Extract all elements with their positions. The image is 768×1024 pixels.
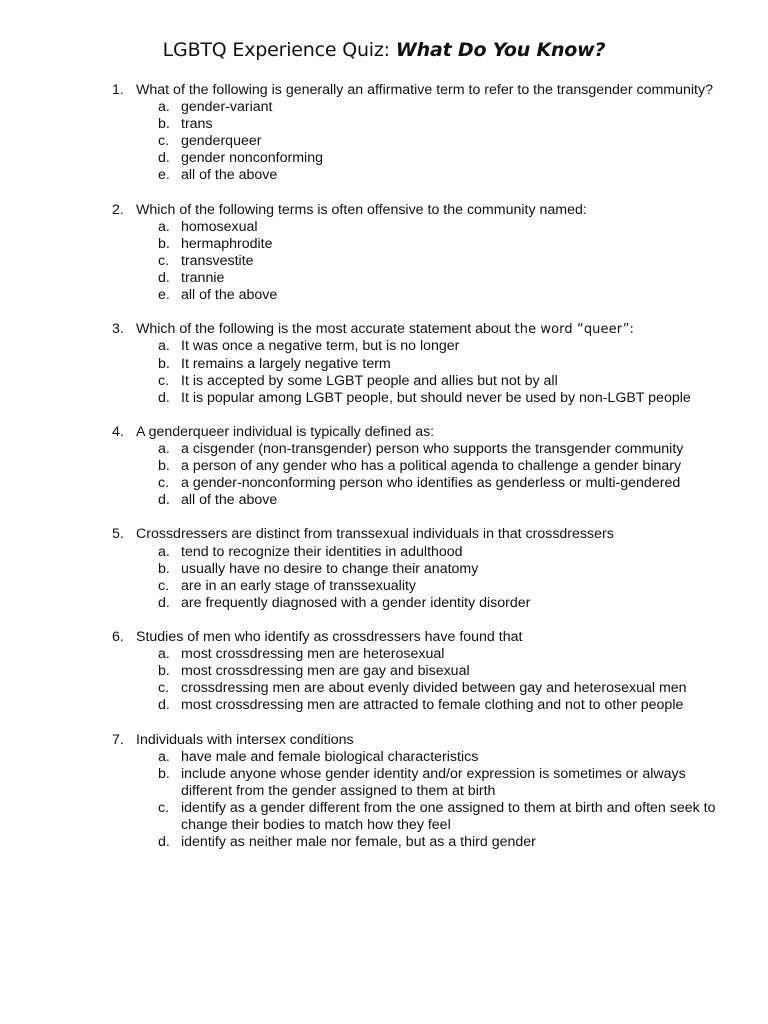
answer-options <box>136 219 722 304</box>
option-letter: a. <box>158 748 170 765</box>
option-text: crossdressing men are about evenly divided between gay and heterosexual men <box>181 680 687 697</box>
option-text: transvestite <box>181 252 254 269</box>
option-text: homosexual <box>181 218 258 235</box>
option-letter: a. <box>158 218 170 235</box>
question-text-tail: the word “queer”: <box>514 322 635 338</box>
title-subtitle: What Do You Know? <box>395 39 606 61</box>
answer-option <box>136 646 722 663</box>
answer-option <box>136 475 722 492</box>
option-text: all of the above <box>181 167 278 184</box>
answer-option <box>136 492 722 509</box>
answer-options <box>136 338 722 406</box>
answer-option <box>136 749 722 766</box>
option-letter: d. <box>158 150 170 167</box>
option-text: gender-variant <box>181 99 273 116</box>
option-text: identify as a gender different from the one assigned to them at birth and often seek to change their bodies to match how they feel <box>181 799 716 834</box>
document-title <box>0 38 768 62</box>
answer-option <box>136 167 722 184</box>
answer-option <box>136 236 722 253</box>
option-text: It remains a largely negative term <box>181 355 391 372</box>
answer-option <box>136 116 722 133</box>
option-letter: b. <box>158 765 170 782</box>
question-text-main: Crossdressers are distinct from transsexual individuals in that crossdressers <box>136 526 614 543</box>
answer-option <box>136 800 722 834</box>
answer-option <box>136 270 722 287</box>
option-letter: a. <box>158 646 170 663</box>
question-text-main: Which of the following is the most accurate statement about <box>136 321 515 338</box>
question-text-main: A genderqueer individual is typically defined as: <box>136 423 435 440</box>
question-item <box>112 526 722 611</box>
answer-option <box>136 766 722 800</box>
option-letter: b. <box>158 663 170 680</box>
answer-option <box>136 595 722 612</box>
answer-option <box>136 578 722 595</box>
option-text: a gender-nonconforming person who identifies as genderless or multi-gendered <box>181 475 681 492</box>
answer-option <box>136 99 722 116</box>
question-text-main: What of the following is generally an affirmative term to refer to the transgender community? <box>136 82 713 98</box>
option-letter: c. <box>158 133 170 150</box>
option-letter: c. <box>158 577 170 594</box>
option-letter: a. <box>158 440 170 457</box>
option-letter: d. <box>158 270 170 287</box>
option-text: usually have no desire to change their anatomy <box>181 560 479 577</box>
option-letter: b. <box>158 116 170 133</box>
option-text: hermaphrodite <box>181 235 273 252</box>
option-text: include anyone whose gender identity and/or expression is sometimes or always different from the gender assigned to them at birth <box>181 765 686 799</box>
question-text-main: Which of the following terms is often offensive to the community named: <box>136 201 587 218</box>
answer-option <box>136 150 722 167</box>
option-letter: d. <box>158 492 170 509</box>
option-text: It was once a negative term, but is no longer <box>181 338 460 355</box>
option-letter: d. <box>158 834 170 851</box>
option-text: genderqueer <box>181 133 262 150</box>
answer-option <box>136 390 722 407</box>
answer-options <box>136 646 722 714</box>
option-letter: a. <box>158 543 170 560</box>
question-number: 2. <box>112 201 124 218</box>
answer-option <box>136 287 722 304</box>
answer-options <box>136 544 722 612</box>
question-item <box>112 321 722 406</box>
option-letter: c. <box>158 799 170 816</box>
option-letter: a. <box>158 338 170 355</box>
answer-option <box>136 338 722 355</box>
question-number: 1. <box>112 82 124 98</box>
answer-option <box>136 441 722 458</box>
option-letter: e. <box>158 287 170 304</box>
option-letter: d. <box>158 594 170 611</box>
option-text: It is popular among LGBT people, but should never be used by non-LGBT people <box>181 389 691 406</box>
option-letter: b. <box>158 458 170 475</box>
answer-option <box>136 133 722 150</box>
option-text: are in an early stage of transsexuality <box>181 577 417 594</box>
answer-option <box>136 697 722 714</box>
answer-options <box>136 441 722 509</box>
option-text: trans <box>181 116 213 133</box>
option-letter: c. <box>158 372 170 389</box>
question-item <box>112 82 722 185</box>
answer-option <box>136 373 722 390</box>
option-text: gender nonconforming <box>181 150 323 167</box>
option-letter: d. <box>158 389 170 406</box>
option-text: all of the above <box>181 287 278 304</box>
option-text: trannie <box>181 270 225 287</box>
question-text <box>136 629 722 646</box>
option-letter: a. <box>158 99 170 116</box>
question-text <box>136 202 722 219</box>
question-text-main: Individuals with intersex conditions <box>136 731 354 748</box>
question-text <box>136 82 722 99</box>
option-letter: c. <box>158 475 170 492</box>
question-number: 5. <box>112 526 124 543</box>
question-number: 3. <box>112 321 124 338</box>
option-text: a cisgender (non-transgender) person who supports the transgender community <box>181 440 684 457</box>
option-text: identify as neither male nor female, but as a third gender <box>181 834 536 851</box>
question-list <box>112 82 722 868</box>
answer-options <box>136 749 722 852</box>
question-number: 7. <box>112 731 124 748</box>
option-letter: c. <box>158 252 170 269</box>
answer-options <box>136 99 722 184</box>
question-text <box>136 321 722 338</box>
question-text-main: Studies of men who identify as crossdressers have found that <box>136 629 523 645</box>
answer-option <box>136 544 722 561</box>
option-letter: b. <box>158 355 170 372</box>
question-item <box>112 629 722 714</box>
option-text: a person of any gender who has a political agenda to challenge a gender binary <box>181 458 682 475</box>
question-text <box>136 526 722 543</box>
option-text: most crossdressing men are gay and bisexual <box>181 663 470 680</box>
answer-option <box>136 561 722 578</box>
option-letter: d. <box>158 697 170 714</box>
option-text: have male and female biological characteristics <box>181 748 479 765</box>
answer-option <box>136 663 722 680</box>
question-text <box>136 424 722 441</box>
answer-option <box>136 219 722 236</box>
answer-option <box>136 253 722 270</box>
option-letter: b. <box>158 235 170 252</box>
option-text: all of the above <box>181 492 278 509</box>
question-number: 6. <box>112 629 124 645</box>
option-text: are frequently diagnosed with a gender identity disorder <box>181 594 531 611</box>
option-text: It is accepted by some LGBT people and allies but not by all <box>181 372 558 389</box>
answer-option <box>136 356 722 373</box>
option-text: most crossdressing men are attracted to female clothing and not to other people <box>181 697 684 714</box>
answer-option <box>136 458 722 475</box>
question-number: 4. <box>112 423 124 440</box>
question-item <box>112 202 722 305</box>
option-letter: e. <box>158 167 170 184</box>
question-item <box>112 424 722 509</box>
option-text: most crossdressing men are heterosexual <box>181 646 445 663</box>
option-letter: c. <box>158 680 170 697</box>
answer-option <box>136 680 722 697</box>
option-letter: b. <box>158 560 170 577</box>
option-text: tend to recognize their identities in adulthood <box>181 543 463 560</box>
title-main: LGBTQ Experience Quiz: <box>162 39 390 61</box>
answer-option <box>136 834 722 851</box>
question-item <box>112 732 722 852</box>
question-text <box>136 732 722 749</box>
